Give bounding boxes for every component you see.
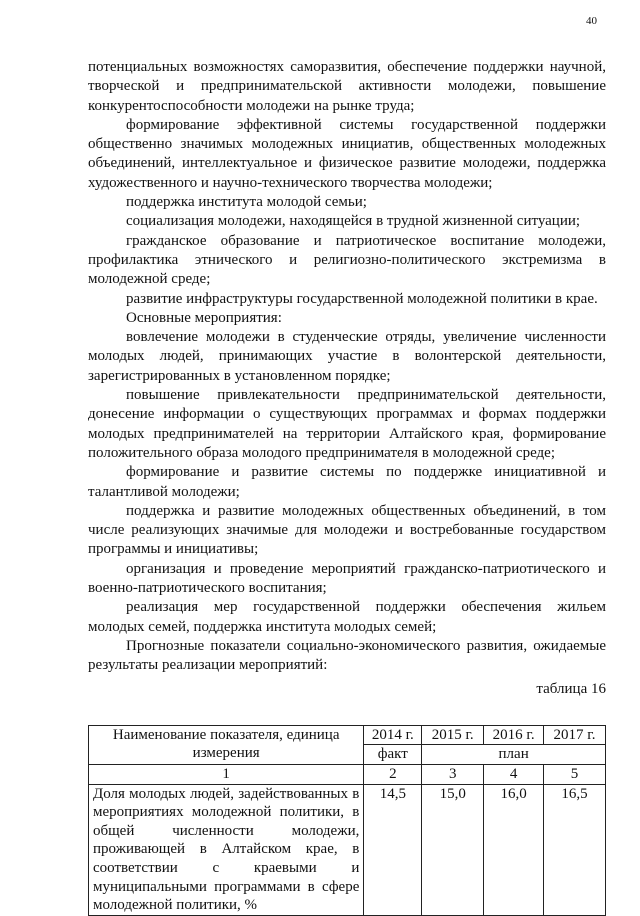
document-body	[88, 58, 606, 916]
year-header: 2016 г.	[484, 725, 544, 745]
body-paragraph: повышение привлекательности предпринимательской деятельности, донесение информации о существующих программах и формах поддержки молодых предпринимателей на территории Алтайского края, формирование положительного образа молодого предпринимателя в молодежной среде;	[88, 387, 606, 461]
year-header: 2015 г.	[422, 725, 484, 745]
value-cell: 16,5	[544, 784, 606, 915]
column-number: 3	[422, 764, 484, 784]
body-paragraph: организация и проведение мероприятий гражданско-патриотического и военно-патриотического воспитания;	[88, 560, 606, 597]
year-header: 2017 г.	[544, 725, 606, 745]
column-number: 2	[364, 764, 422, 784]
body-paragraph: реализация мер государственной поддержки обеспечения жильем молодых семей, поддержка института молодых семей;	[88, 599, 606, 635]
body-paragraph: поддержка института молодой семьи;	[126, 194, 367, 211]
body-paragraph: формирование эффективной системы государственной поддержки общественно значимых молодежных инициатив, общественных молодежных объединений, интеллектуальное и физическое развитие молодежи, поддержка художественного и научно-технического творчества молодежи;	[88, 116, 606, 191]
page-number: 40	[586, 15, 597, 27]
value-cell: 15,0	[422, 784, 484, 915]
value-cell: 14,5	[364, 784, 422, 915]
plan-header: план	[422, 745, 606, 765]
table-header-row	[89, 725, 606, 745]
body-paragraph: социализация молодежи, находящейся в трудной жизненной ситуации;	[126, 213, 581, 230]
body-paragraph: Основные мероприятия:	[126, 309, 282, 326]
column-number: 5	[544, 764, 606, 784]
year-header: 2014 г.	[364, 725, 422, 745]
body-paragraph: гражданское образование и патриотическое воспитание молодежи, профилактика этнического и религиозно-политического экстремизма в молодежной среде;	[88, 232, 606, 288]
indicator-name-cell: Доля молодых людей, задействованных в мероприятиях молодежной политики, в общей численности молодежи, проживающей в Алтайском крае, в соответствии с краевыми и муниципальными программами в сфере молодежной политики, %	[89, 784, 364, 915]
table-caption: таблица 16	[536, 680, 606, 697]
body-paragraph: Прогнозные показатели социально-экономического развития, ожидаемые результаты реализации мероприятий:	[88, 637, 606, 674]
indicator-name-header: Наименование показателя, единица измерения	[89, 725, 364, 764]
column-number: 1	[89, 764, 364, 784]
value-cell: 16,0	[484, 784, 544, 915]
column-number-row	[89, 764, 606, 784]
indicators-table	[88, 725, 606, 916]
body-paragraph: потенциальных возможностях саморазвития, обеспечение поддержки научной, творческой и предпринимательской активности молодежи, повышение конкурентоспособности молодежи на рынке труда;	[88, 59, 606, 114]
fact-header: факт	[364, 745, 422, 765]
body-paragraph: развитие инфраструктуры государственной молодежной политики в крае.	[126, 290, 598, 307]
column-number: 4	[484, 764, 544, 784]
table-row	[89, 784, 606, 915]
body-paragraph: формирование и развитие системы по поддержке инициативной и талантливой молодежи;	[88, 464, 606, 500]
body-paragraph: вовлечение молодежи в студенческие отряды, увеличение численности молодых людей, принимающих участие в волонтерской деятельности, зарегистрированных в установленном порядке;	[88, 329, 606, 384]
body-paragraph: поддержка и развитие молодежных общественных объединений, в том числе реализующих значимые для молодежи и востребованные государством программы и инициативы;	[88, 502, 606, 558]
